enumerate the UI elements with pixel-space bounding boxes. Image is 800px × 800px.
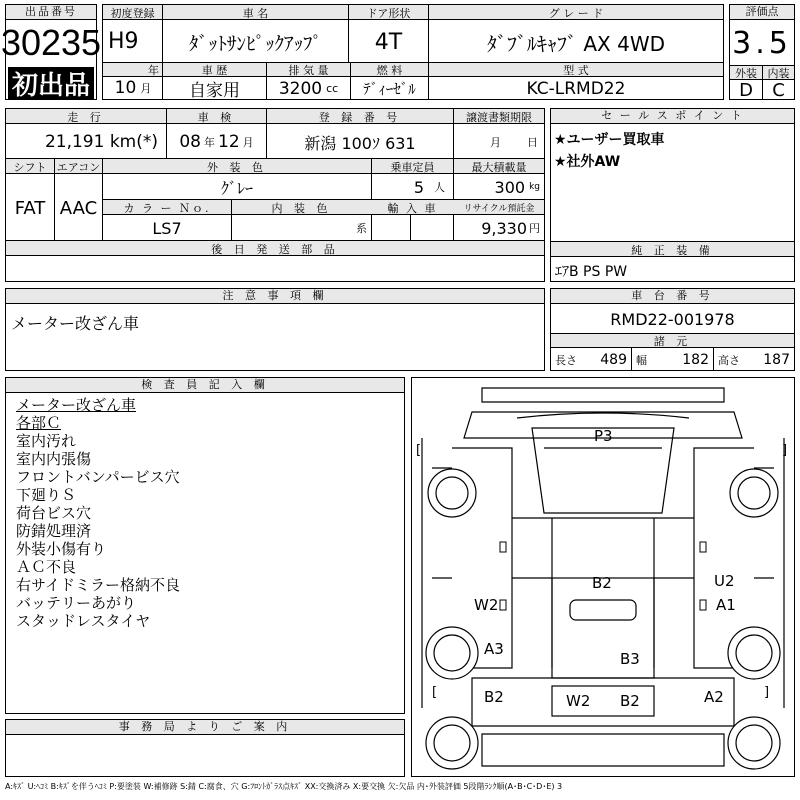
recycle-label: リサイクル預託金 [463, 204, 535, 214]
registration-value: 新潟 100ｿ 631 [304, 133, 416, 153]
interior-score: C [772, 79, 785, 101]
exterior-score: D [739, 79, 753, 101]
mileage-value: 21,191 km(*) [44, 132, 158, 152]
grade-value: ﾀﾞﾌﾞﾙｷｬﾌﾞ AX 4WD [487, 31, 665, 56]
mark-u2: U2 [714, 572, 735, 590]
exterior-color-label: 外 装 色 [207, 160, 267, 174]
era: H [108, 28, 125, 54]
first-reg-era [104, 22, 162, 60]
spec-length: 長さ 489 [555, 351, 627, 368]
bracket-left-1: [ [416, 443, 422, 458]
color-no-label: カ ラ ー Ｎｏ. [123, 201, 211, 215]
car-name-label: 車 名 [242, 6, 269, 20]
bracket-right-2: ] [764, 685, 770, 700]
sales-box [550, 108, 795, 282]
capacity-label: 乗車定員 [390, 160, 435, 174]
interior-label: 内装 [767, 67, 790, 80]
lot-number: 30235 [0, 22, 102, 63]
inspector-line-11: 右サイドミラー格納不良 [16, 576, 180, 594]
inspector-line-1: メーター改ざん車 [16, 396, 137, 414]
mark-b2-rear: B2 [620, 692, 640, 710]
inspector-line-2: 各部Ｃ [16, 414, 62, 432]
first-reg-label: 初度登録 [110, 6, 155, 20]
inspector-line-5: フロントバンパービス穴 [16, 468, 180, 486]
spec-width: 幅 182 [636, 351, 709, 368]
sales-item-1: ★ユーザー買取車 [554, 132, 665, 148]
genuine-equipment-label: 純 正 装 備 [631, 243, 714, 257]
chassis-value: RMD22-001978 [610, 309, 735, 329]
exterior-label: 外装 [735, 67, 757, 80]
car-name-value: ﾀﾞｯﾄｻﾝﾋﾟｯｸｱｯﾌﾟ [188, 32, 322, 55]
year-unit: 年 [148, 64, 159, 77]
score-label: 評価点 [730, 5, 794, 20]
bracket-right-1: ] [782, 443, 788, 458]
displacement-value: 3200 cc [278, 78, 339, 99]
fuel-value: ﾃﾞｨｰｾﾞﾙ [363, 80, 416, 98]
recycle-value: 9,330 円 [481, 218, 540, 238]
lot-box [0, 4, 102, 101]
inspector-line-6: 下廻りＳ [16, 486, 77, 504]
mark-a3: A3 [484, 640, 504, 658]
mark-a2: A2 [704, 688, 724, 706]
chassis-box [550, 288, 795, 371]
vehicle-diagram [411, 377, 795, 777]
notes-value: メーター改ざん車 [11, 314, 140, 333]
fuel-label: 燃 料 [376, 64, 403, 77]
mileage-label: 走 行 [67, 110, 105, 124]
first-reg-year: 9 [124, 28, 139, 54]
history-value: 自家用 [189, 81, 240, 101]
shift-value: FAT [14, 197, 46, 219]
color-no-value: LS7 [152, 218, 182, 238]
first-reg-month: 10 月 [114, 78, 152, 98]
inspector-line-7: 荷台ビス穴 [16, 504, 92, 522]
mark-w2-rear: W2 [566, 692, 591, 710]
score-box [729, 4, 795, 100]
inspector-line-10: ＡＣ不良 [16, 558, 77, 576]
aircon-label: エアコン [56, 160, 101, 174]
shift-label: シフト [13, 160, 47, 174]
inspector-box [5, 377, 405, 714]
rear-parts-label: 後 日 発 送 部 品 [211, 242, 339, 256]
history-label: 車 歴 [201, 64, 228, 77]
first-listing-badge: 初出品 [8, 67, 94, 99]
lot-label: 出品番号 [6, 5, 96, 20]
legend: A:ｷｽﾞ U:ﾍｺﾐ B:ｷｽﾞを伴うﾍｺﾐ P:要塗装 W:補修跡 S:錆 C:腐食、穴 G:ﾌﾛﾝﾄｶﾞﾗｽ点ｷｽﾞ XX:交換済み X:要交換 欠:欠品 内･外装評価 5段階ﾗﾝｸ順(A･B･C･D･E) 3 [5, 782, 563, 791]
office-label: 事 務 局 よ り ご 案 内 [6, 720, 404, 735]
sales-label: セ ー ル ス ポ イ ン ト [551, 109, 794, 124]
mark-p3: P3 [594, 427, 613, 445]
inspection-value: 08 年 12 月 [179, 132, 254, 152]
model-code-value: KC-LRMD22 [526, 78, 626, 99]
grade-label: グ レ ー ド [548, 6, 604, 20]
door-label: ドア形状 [366, 6, 411, 20]
office-box [5, 719, 405, 777]
load-label: 最大積載量 [471, 160, 527, 174]
inspector-line-3: 室内汚れ [16, 432, 77, 450]
inspector-line-12: バッテリーあがり [16, 594, 137, 612]
mark-b2-center: B2 [592, 574, 612, 592]
capacity-value: 5 人 [413, 177, 445, 197]
door-value: 4T [374, 29, 403, 55]
mark-b3: B3 [620, 650, 640, 668]
mark-a1: A1 [716, 596, 736, 614]
bracket-left-2: [ [432, 685, 438, 700]
mark-b2-left: B2 [484, 688, 504, 706]
inspector-line-8: 防錆処理済 [16, 522, 92, 540]
sales-item-2: ★社外AW [554, 154, 621, 170]
notes-label: 注 意 事 項 欄 [6, 289, 544, 304]
load-value: 300 kg [494, 177, 540, 197]
notes-box [5, 288, 545, 371]
inspector-line-4: 室内内張傷 [16, 450, 92, 468]
genuine-equipment-value: ｴｱB PS PW [555, 264, 628, 280]
inspector-label: 検 査 員 記 入 欄 [6, 378, 404, 393]
exterior-color-value: ｸﾞﾚｰ [220, 178, 253, 198]
mark-w2-left: W2 [474, 596, 499, 614]
inspection-label: 車 検 [197, 110, 236, 124]
registration-label: 登 録 番 号 [318, 110, 402, 124]
inspector-line-13: スタッドレスタイヤ [16, 612, 151, 630]
displacement-label: 排 気 量 [288, 64, 329, 77]
transfer-label: 譲渡書類期限 [466, 110, 532, 124]
inspector-line-9: 外装小傷有り [16, 540, 107, 558]
specs-label: 諸 元 [653, 335, 692, 348]
interior-color-label: 内 装 色 [271, 201, 332, 215]
spec-height: 高さ 187 [718, 351, 790, 368]
score-value: 3.5 [732, 25, 792, 61]
transfer-value: 月 日 [490, 136, 538, 149]
truck-diagram-svg [412, 378, 794, 776]
model-code-label: 型 式 [563, 64, 589, 77]
chassis-label: 車 台 番 号 [551, 289, 794, 304]
interior-color-unit: 系 [356, 222, 367, 235]
import-label: 輸 入 車 [387, 201, 438, 215]
aircon-value: AAC [59, 197, 98, 219]
